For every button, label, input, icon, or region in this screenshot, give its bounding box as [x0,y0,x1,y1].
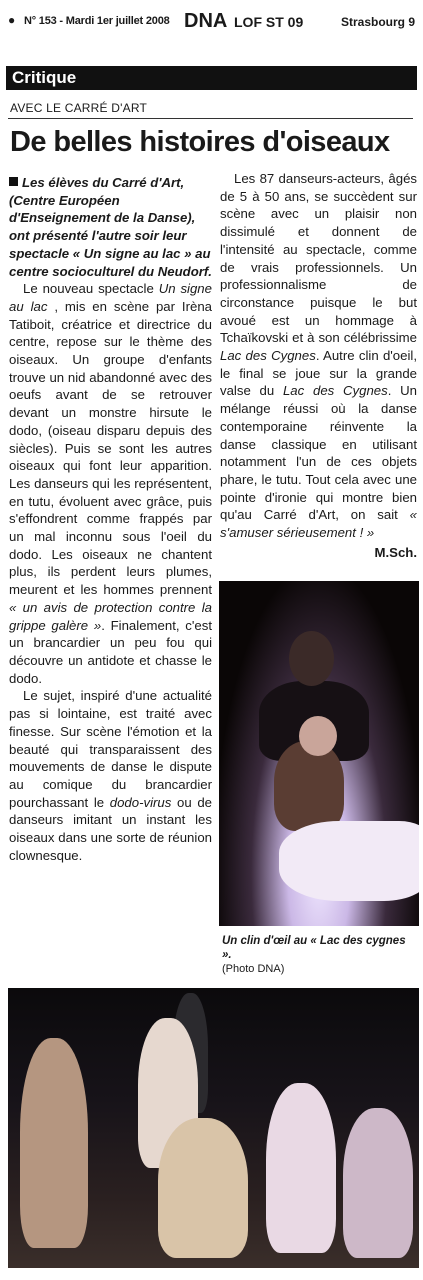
article-title: De belles histoires d'oiseaux [10,126,390,158]
bullet-icon: ● [8,13,16,27]
photo-caption [222,934,417,976]
page-header [6,10,417,32]
paragraph: Le nouveau spectacle Un signe au lac , mis en scène par Irèna Tatiboit, créatrice et directrice du centre, repose sur le thème des oiseaux. Un groupe d'enfants trouve un nid abandonné avec des oeufs avant de se retrouver devant un monstre hirsute le dodo, (oiseau disparu depuis des siècles). Puis se sont les autres oiseaux qui font leur apparition. Les danseurs qui les représentent, en tutu, évoluent avec grâce, puis s'effondrent comme frappés par un mal inconnu sous l'oeil du dodo. Les oiseaux ne chantent plus, ils perdent leurs plumes, meurent et les hommes prennent « un avis de protection contre la grippe galère ». Finalement, c'est un brancardier un peu fou qui découvre un antidote et chasse le dodo. [9,281,212,686]
issue-date: N° 153 - Mardi 1er juillet 2008 [24,15,170,27]
dance-photo [219,581,419,926]
edition-code: LOF ST 09 [234,14,304,30]
lead-text: Les élèves du Carré d'Art, (Centre Européen d'Enseignement de la Danse), ont présenté l'autre soir leur spectacle « Un signe au lac » au centre socioculturel du Neudorf. [9,175,212,279]
article-column-1 [9,174,212,864]
newspaper-logo: DNA [184,10,228,32]
article-column-2 [220,170,417,561]
stage-photo [8,988,419,1268]
photo-credit: (Photo DNA) [222,963,285,975]
caption-text: Un clin d'œil au « Lac des cygnes ». [222,935,406,961]
paragraph: Les 87 danseurs-acteurs, âgés de 5 à 50 ans, se succèdent sur scène avec un plaisir non dissimulé et donnent de l'intensité au spectacle, comme de vrais professionnels. Un professionnalisme de circonstance puisque le but avoué est un hommage à Tchaïkovski et à son célébrissime Lac des Cygnes. Autre clin d'oeil, le final se joue sur la grande valse du Lac des Cygnes. Un mélange réussi où la danse contemporaine réinvente la danse classique en utilisant notamment l'un de ces objets phare, le tutu. Tout cela avec une pointe d'ironie qui montre bien qu'au Carré d'Art, on sait « s'amuser sérieusement ! » [220,171,417,541]
kicker: AVEC LE CARRÉ D'ART [10,101,148,115]
city-page: Strasbourg 9 [340,15,415,29]
paragraph: Le sujet, inspiré d'une actualité pas si lointaine, est traité avec finesse. Sur scène l'émotion et la beauté qui transparaissent des mouvements de danse le dispute au comique du brancardier pourchassant le dodo-virus ou de danseurs imitant un instant les oiseaux dans une sorte de réunion clownesque. [9,688,212,863]
square-bullet-icon [9,177,18,186]
kicker-divider [8,118,413,119]
author-signature: M.Sch. [374,544,417,560]
rubric-label: Critique [12,68,77,87]
rubric-bar [6,66,417,90]
article-lead [9,174,212,280]
